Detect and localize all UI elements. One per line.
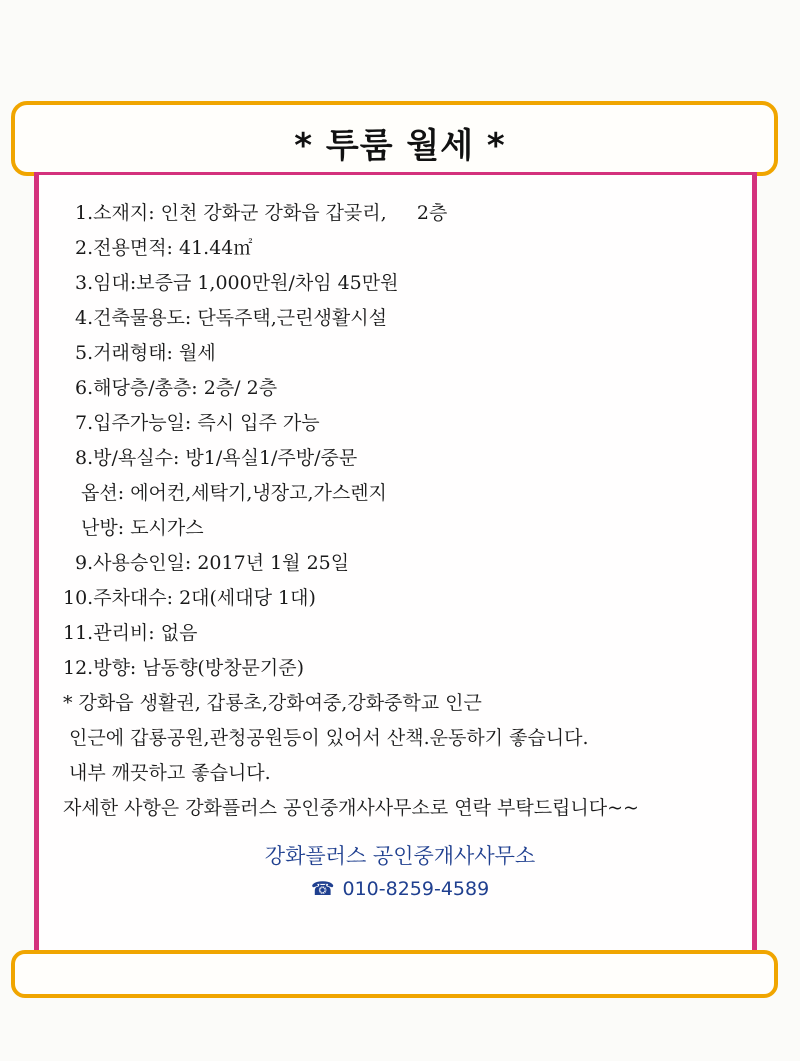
- listing-line-options: 옵션: 에어컨,세탁기,냉장고,가스렌지: [75, 482, 387, 504]
- listing-line-direction: 12.방향: 남동향(방창문기준): [63, 657, 305, 679]
- listing-note-neighborhood: * 강화읍 생활권, 갑룡초,강화여중,강화중학교 인근: [63, 692, 482, 714]
- listing-line-building-use: 4.건축물용도: 단독주택,근린생활시설: [75, 307, 387, 329]
- listing-note-parks: 인근에 갑룡공원,관청공원등이 있어서 산책.운동하기 좋습니다.: [63, 727, 589, 749]
- footer-banner: [11, 950, 778, 998]
- listing-line-approval-date: 9.사용승인일: 2017년 1월 25일: [75, 552, 350, 574]
- listing-line-maintenance-fee: 11.관리비: 없음: [63, 622, 198, 644]
- agency-phone: [0, 878, 800, 900]
- agency-name: 강화플러스 공인중개사사무소: [264, 844, 536, 868]
- listing-line-rooms: 8.방/욕실수: 방1/욕실1/주방/중문: [75, 447, 358, 469]
- listing-line-location: 1.소재지: 인천 강화군 강화읍 갑곶리, 2층: [75, 202, 448, 224]
- listing-line-floor: 6.해당층/총층: 2층/ 2층: [75, 377, 278, 399]
- listing-line-move-in: 7.입주가능일: 즉시 입주 가능: [75, 412, 320, 434]
- listing-line-deal-type: 5.거래형태: 월세: [75, 342, 216, 364]
- listing-note-contact: 자세한 사항은 강화플러스 공인중개사사무소로 연락 부탁드립니다~~: [63, 797, 639, 819]
- page-title: * 투룸 월세 *: [294, 126, 506, 166]
- telephone-icon: ☎: [310, 878, 335, 900]
- listing-line-parking: 10.주차대수: 2대(세대당 1대): [63, 587, 316, 609]
- phone-number: 010-8259-4589: [342, 878, 490, 900]
- listing-line-rent: 3.임대:보증금 1,000만원/차임 45만원: [75, 272, 399, 294]
- listing-note-interior: 내부 깨끗하고 좋습니다.: [63, 762, 271, 784]
- listing-line-heating: 난방: 도시가스: [75, 517, 204, 539]
- listing-line-area: 2.전용면적: 41.44㎡: [75, 237, 253, 259]
